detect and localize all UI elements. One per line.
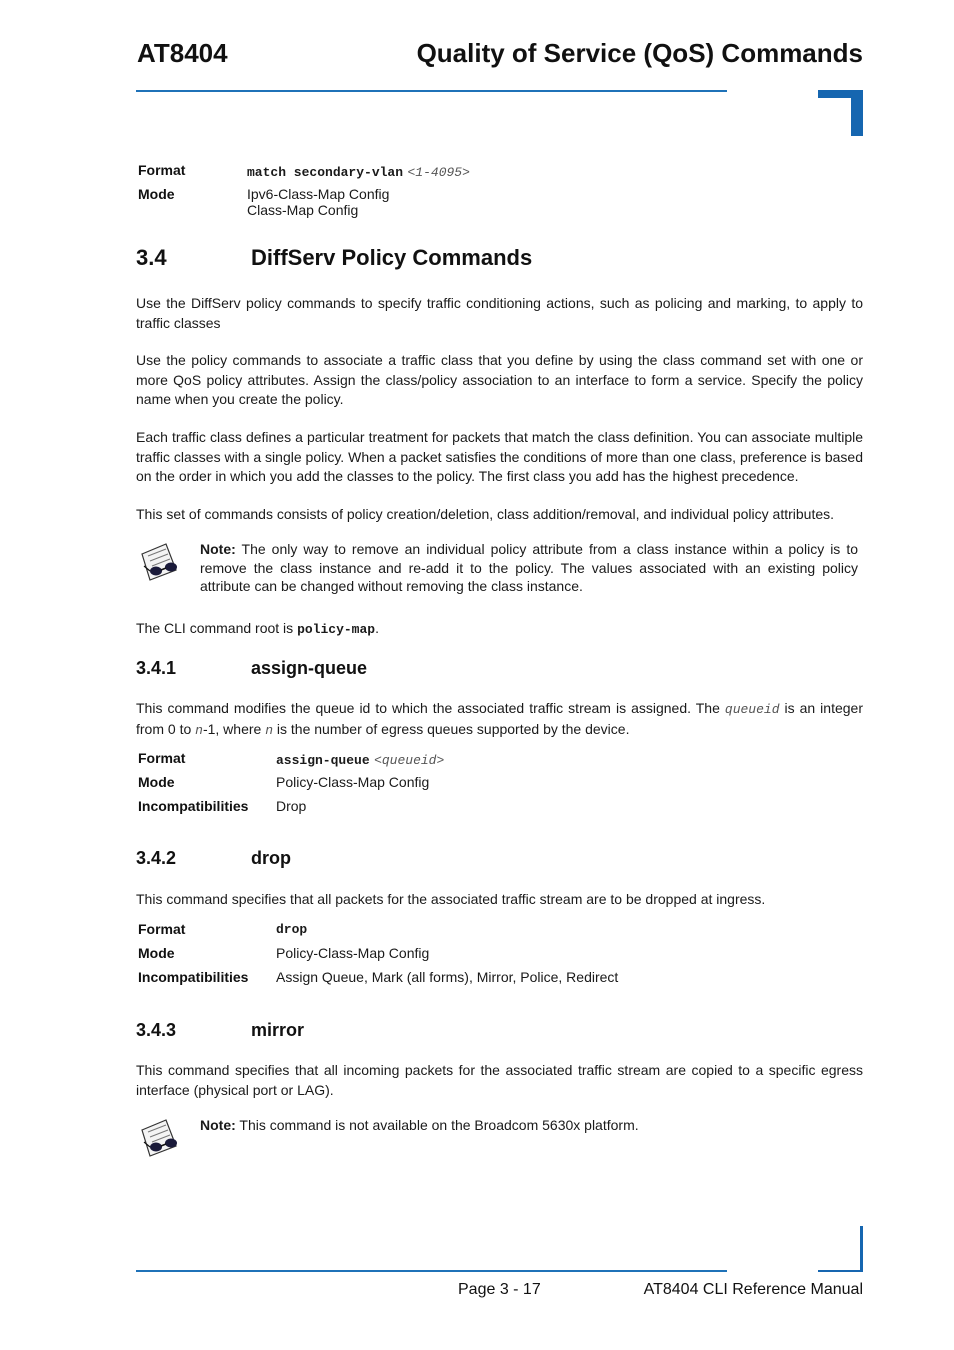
- sub1-desc-queueid: queueid: [724, 702, 780, 717]
- sub2-incompat-value: Assign Queue, Mark (all forms), Mirror, Police, Redirect: [276, 969, 619, 985]
- section-title: DiffServ Policy Commands: [251, 245, 533, 270]
- header-rule: [136, 90, 727, 92]
- footer-corner-mark: [860, 1226, 863, 1272]
- sub1-desc-n2: n: [265, 722, 274, 738]
- cli-root-prefix: The CLI command root is: [136, 620, 298, 636]
- note-1-label: Note:: [200, 541, 236, 557]
- note-glasses-icon: [136, 1116, 182, 1162]
- cli-root-suffix: .: [375, 620, 379, 636]
- note-glasses-icon: [136, 540, 182, 586]
- sub2-number: 3.4.2: [136, 848, 177, 868]
- sub2-mode-label: Mode: [138, 945, 175, 961]
- sub1-number: 3.4.1: [136, 658, 177, 678]
- mode-value-2: Class-Map Config: [247, 202, 359, 218]
- format-argument: <1-4095>: [407, 165, 470, 180]
- cli-root-command: policy-map: [297, 622, 376, 637]
- sub1-desc-d: is the number of egress queues supported by the device.: [273, 720, 630, 737]
- note-1-text: The only way to remove an individual policy attribute from a class instance within a policy is to remove the class instance and re-add it to the policy. The values associated with an existing policy attribute can be changed without removing the class instance.: [200, 541, 858, 594]
- sub1-desc-a: This command modifies the queue id to which the associated traffic stream is assigned. The: [136, 700, 725, 716]
- note-2-label: Note:: [200, 1117, 236, 1133]
- sub2-title: drop: [251, 848, 291, 868]
- sub2-format-command: drop: [276, 922, 308, 937]
- doc-title: AT8404: [137, 38, 228, 68]
- sub1-incompat-value: Drop: [276, 798, 307, 814]
- note-2: [200, 1116, 858, 1135]
- section-para-1: Use the DiffServ policy commands to specify traffic conditioning actions, such as policing and marking, to apply to traffic classes: [136, 295, 863, 331]
- mode-label: Mode: [138, 186, 175, 202]
- sub2-format-label: Format: [138, 921, 186, 937]
- cli-root-line: [136, 620, 379, 637]
- format-value: [247, 163, 470, 181]
- format-command: match secondary-vlan: [247, 165, 404, 180]
- sub3-description: This command specifies that all incoming packets for the associated traffic stream are copied to a specific egress interface (physical port or LAG).: [136, 1062, 863, 1098]
- sub1-title: assign-queue: [251, 658, 368, 678]
- note-1: [200, 540, 858, 596]
- sub1-description: [136, 699, 863, 740]
- sub1-format-argument: <queueid>: [374, 753, 445, 768]
- sub1-desc-c: -1, where: [202, 720, 266, 737]
- sub1-mode-value: Policy-Class-Map Config: [276, 774, 430, 790]
- note-2-text: This command is not available on the Broadcom 5630x platform.: [235, 1117, 639, 1133]
- sub2-incompat-label: Incompatibilities: [138, 969, 249, 985]
- sub1-mode-label: Mode: [138, 774, 175, 790]
- section-para-3: Each traffic class defines a particular treatment for packets that match the class definition. You can associate multiple traffic classes with a single policy. When a packet satisfies the conditions of more than one class, preference is based on the order in which you add the classes to the policy. The first class you add has the highest precedence.: [136, 429, 863, 484]
- sub3-title: mirror: [251, 1020, 305, 1040]
- sub2-description: This command specifies that all packets for the associated traffic stream are to be dropped at ingress.: [136, 891, 766, 907]
- sub1-desc-n1: n: [195, 722, 203, 738]
- manual-name: AT8404 CLI Reference Manual: [643, 1281, 863, 1298]
- sub1-desc-b: is an integer from 0 to: [136, 700, 863, 737]
- footer-rule: [136, 1270, 727, 1272]
- section-para-2: Use the policy commands to associate a traffic class that you define by using the class command set with one or more QoS policy attributes. Assign the class/policy association to an interface to form a service. Specify the policy name when you create the policy.: [136, 352, 863, 407]
- corner-mark-side: [851, 90, 863, 136]
- chapter-title: Quality of Service (QoS) Commands: [416, 38, 863, 68]
- section-number: 3.4: [136, 245, 167, 270]
- sub1-incompat-label: Incompatibilities: [138, 798, 249, 814]
- format-label: Format: [138, 162, 186, 178]
- sub2-mode-value: Policy-Class-Map Config: [276, 945, 430, 961]
- sub3-number: 3.4.3: [136, 1020, 177, 1040]
- mode-value-1: Ipv6-Class-Map Config: [247, 186, 390, 202]
- sub1-format-value: [276, 751, 444, 769]
- footer-corner-line: [818, 1270, 863, 1272]
- sub1-format-command: assign-queue: [276, 753, 370, 768]
- sub1-format-label: Format: [138, 750, 186, 766]
- page-number: Page 3 - 17: [458, 1281, 541, 1298]
- section-para-4: This set of commands consists of policy creation/deletion, class addition/removal, and individual policy attributes.: [136, 506, 835, 522]
